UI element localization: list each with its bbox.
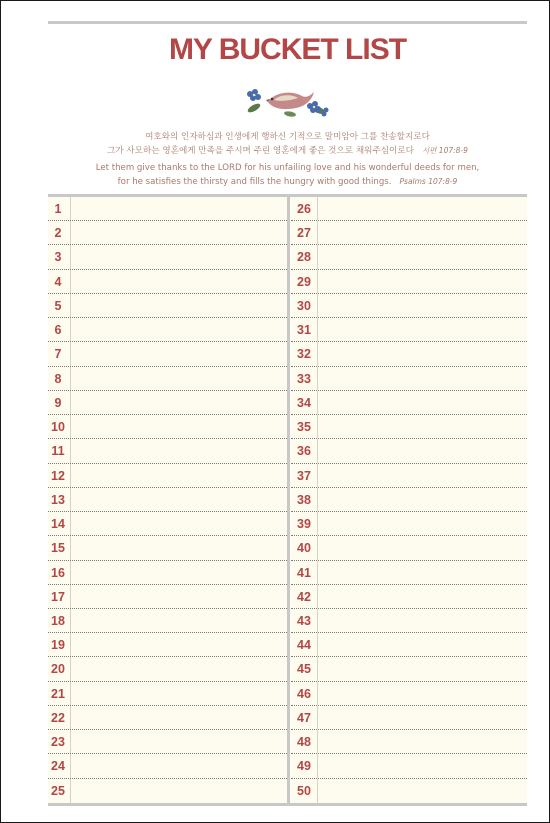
number-separator (70, 754, 71, 777)
number-separator (70, 706, 71, 729)
list-item-number: 48 (297, 735, 311, 750)
list-item[interactable] (48, 633, 287, 657)
list-item-number: 30 (297, 298, 311, 313)
list-item[interactable] (291, 294, 527, 318)
list-item[interactable] (48, 488, 287, 512)
list-item[interactable] (291, 464, 527, 488)
number-separator (317, 221, 318, 244)
number-separator (317, 657, 318, 680)
number-separator (317, 488, 318, 511)
number-separator (317, 536, 318, 559)
list-item-number: 28 (297, 250, 311, 265)
list-item-number: 11 (51, 444, 65, 459)
list-item[interactable] (48, 706, 287, 730)
list-item[interactable] (291, 221, 527, 245)
list-item[interactable] (291, 779, 527, 803)
list-item-number: 9 (54, 395, 62, 410)
list-item[interactable] (48, 730, 287, 754)
number-separator (70, 512, 71, 535)
list-item-number: 7 (54, 347, 62, 362)
list-item-number: 5 (54, 298, 62, 313)
number-separator (70, 561, 71, 584)
number-separator (70, 779, 71, 803)
column-divider (287, 197, 290, 803)
number-separator (70, 439, 71, 462)
list-item-number: 31 (297, 323, 311, 338)
number-separator (317, 633, 318, 656)
list-item[interactable] (48, 682, 287, 706)
list-item[interactable] (291, 367, 527, 391)
list-item[interactable] (291, 706, 527, 730)
number-separator (70, 294, 71, 317)
list-item-number: 13 (51, 492, 65, 507)
number-separator (317, 415, 318, 438)
list-item-number: 38 (297, 492, 311, 507)
number-separator (70, 367, 71, 390)
list-item-number: 20 (51, 662, 65, 677)
list-item[interactable] (291, 682, 527, 706)
list-item-number: 37 (297, 468, 311, 483)
list-item[interactable] (291, 754, 527, 778)
list-item-number: 12 (51, 468, 65, 483)
list-item[interactable] (291, 657, 527, 681)
list-item-number: 41 (297, 565, 311, 580)
list-item-number: 24 (51, 759, 65, 774)
list-item[interactable] (291, 197, 527, 221)
number-separator (317, 294, 318, 317)
list-item-number: 25 (51, 783, 65, 798)
list-item[interactable] (48, 294, 287, 318)
list-column-left (48, 197, 287, 803)
list-item[interactable] (48, 464, 287, 488)
list-item[interactable] (48, 536, 287, 560)
list-item-number: 4 (54, 274, 62, 289)
number-separator (317, 730, 318, 753)
list-item-number: 47 (297, 710, 311, 725)
number-separator (70, 488, 71, 511)
number-separator (70, 464, 71, 487)
list-item[interactable] (291, 245, 527, 269)
number-separator (70, 221, 71, 244)
number-separator (70, 609, 71, 632)
number-separator (70, 245, 71, 268)
number-separator (317, 754, 318, 777)
number-separator (70, 585, 71, 608)
list-item-number: 49 (297, 759, 311, 774)
list-item[interactable] (48, 245, 287, 269)
list-item[interactable] (48, 197, 287, 221)
number-separator (317, 512, 318, 535)
verse-korean-reference: 시편 107:8-9 (421, 146, 468, 155)
list-item[interactable] (291, 561, 527, 585)
list-item[interactable] (291, 439, 527, 463)
number-separator (70, 536, 71, 559)
list-item[interactable] (291, 270, 527, 294)
list-item[interactable] (48, 512, 287, 536)
list-item[interactable] (48, 342, 287, 366)
list-item-number: 18 (51, 613, 65, 628)
list-item-number: 27 (297, 226, 311, 241)
list-item-number: 3 (54, 250, 62, 265)
list-item-number: 1 (54, 202, 62, 216)
list-item[interactable] (48, 367, 287, 391)
list-column-right (291, 197, 527, 803)
list-item-number: 6 (54, 323, 62, 338)
number-separator (317, 682, 318, 705)
list-item-number: 43 (297, 613, 311, 628)
list-item[interactable] (48, 415, 287, 439)
list-item-number: 17 (51, 589, 65, 604)
number-separator (317, 391, 318, 414)
list-item-number: 16 (51, 565, 65, 580)
list-item[interactable] (48, 657, 287, 681)
number-separator (317, 706, 318, 729)
bucket-list-table (48, 194, 527, 806)
verse-korean-line-2: 그가 사모하는 영혼에게 만족을 주시며 주린 영혼에게 좋은 것으로 채워주심이로다 시편 107:8-9 (107, 146, 468, 156)
list-item-number: 46 (297, 686, 311, 701)
list-item[interactable] (291, 415, 527, 439)
list-item[interactable] (48, 609, 287, 633)
list-item[interactable] (291, 585, 527, 609)
list-item[interactable] (48, 439, 287, 463)
list-item-number: 22 (51, 710, 65, 725)
verse-english-reference: Psalms 107:8-9 (399, 177, 458, 186)
list-item-number: 36 (297, 444, 311, 459)
number-separator (70, 318, 71, 341)
list-item[interactable] (291, 730, 527, 754)
list-item-number: 35 (297, 420, 311, 435)
number-separator (317, 318, 318, 341)
list-item-number: 33 (297, 371, 311, 386)
list-item[interactable] (48, 754, 287, 778)
number-separator (70, 682, 71, 705)
number-separator (70, 197, 71, 220)
list-item[interactable] (291, 536, 527, 560)
number-separator (317, 367, 318, 390)
list-item[interactable] (48, 585, 287, 609)
number-separator (70, 415, 71, 438)
number-separator (317, 439, 318, 462)
list-item-number: 23 (51, 735, 65, 750)
list-item[interactable] (48, 779, 287, 803)
number-separator (317, 270, 318, 293)
list-item-number: 10 (51, 420, 65, 435)
list-item[interactable] (48, 270, 287, 294)
list-item[interactable] (291, 391, 527, 415)
verse-korean-line-1: 여호와의 인자하심과 인생에게 행하신 기적으로 말미암아 그를 찬송할지로다 (145, 132, 430, 142)
list-item[interactable] (291, 609, 527, 633)
number-separator (317, 585, 318, 608)
page-title: MY BUCKET LIST (168, 33, 407, 66)
number-separator (317, 779, 318, 803)
number-separator (70, 633, 71, 656)
number-separator (317, 609, 318, 632)
list-item-number: 26 (297, 202, 311, 216)
list-item[interactable] (48, 561, 287, 585)
number-separator (70, 391, 71, 414)
list-item[interactable] (291, 488, 527, 512)
list-item-number: 8 (54, 371, 62, 386)
list-item-number: 21 (51, 686, 65, 701)
list-item[interactable] (48, 221, 287, 245)
list-item-number: 39 (297, 517, 311, 532)
list-item[interactable] (48, 391, 287, 415)
top-rule (48, 21, 527, 24)
number-separator (317, 342, 318, 365)
list-item-number: 19 (51, 638, 65, 653)
list-item-number: 50 (297, 783, 311, 798)
bird-with-blue-flowers-icon (240, 80, 332, 122)
list-item-number: 44 (297, 638, 311, 653)
list-item-number: 42 (297, 589, 311, 604)
list-item-number: 2 (54, 226, 62, 241)
number-separator (317, 561, 318, 584)
list-item[interactable] (291, 633, 527, 657)
verse-english-line-2: for he satisfies the thirsty and fills the hungry with good things. Psalms 107:8-9 (117, 177, 458, 187)
list-item[interactable] (48, 318, 287, 342)
list-item-number: 15 (51, 541, 65, 556)
number-separator (70, 730, 71, 753)
number-separator (70, 342, 71, 365)
number-separator (317, 464, 318, 487)
number-separator (70, 657, 71, 680)
list-item-number: 29 (297, 274, 311, 289)
list-item[interactable] (291, 342, 527, 366)
list-item-number: 32 (297, 347, 311, 362)
list-item-number: 40 (297, 541, 311, 556)
verse-english-line-1: Let them give thanks to the LORD for his unfailing love and his wonderful deeds for men, (95, 163, 480, 173)
list-item[interactable] (291, 512, 527, 536)
number-separator (317, 245, 318, 268)
list-item-number: 14 (51, 517, 65, 532)
list-item-number: 45 (297, 662, 311, 677)
list-item[interactable] (291, 318, 527, 342)
number-separator (70, 270, 71, 293)
list-item-number: 34 (297, 395, 311, 410)
number-separator (317, 197, 318, 220)
